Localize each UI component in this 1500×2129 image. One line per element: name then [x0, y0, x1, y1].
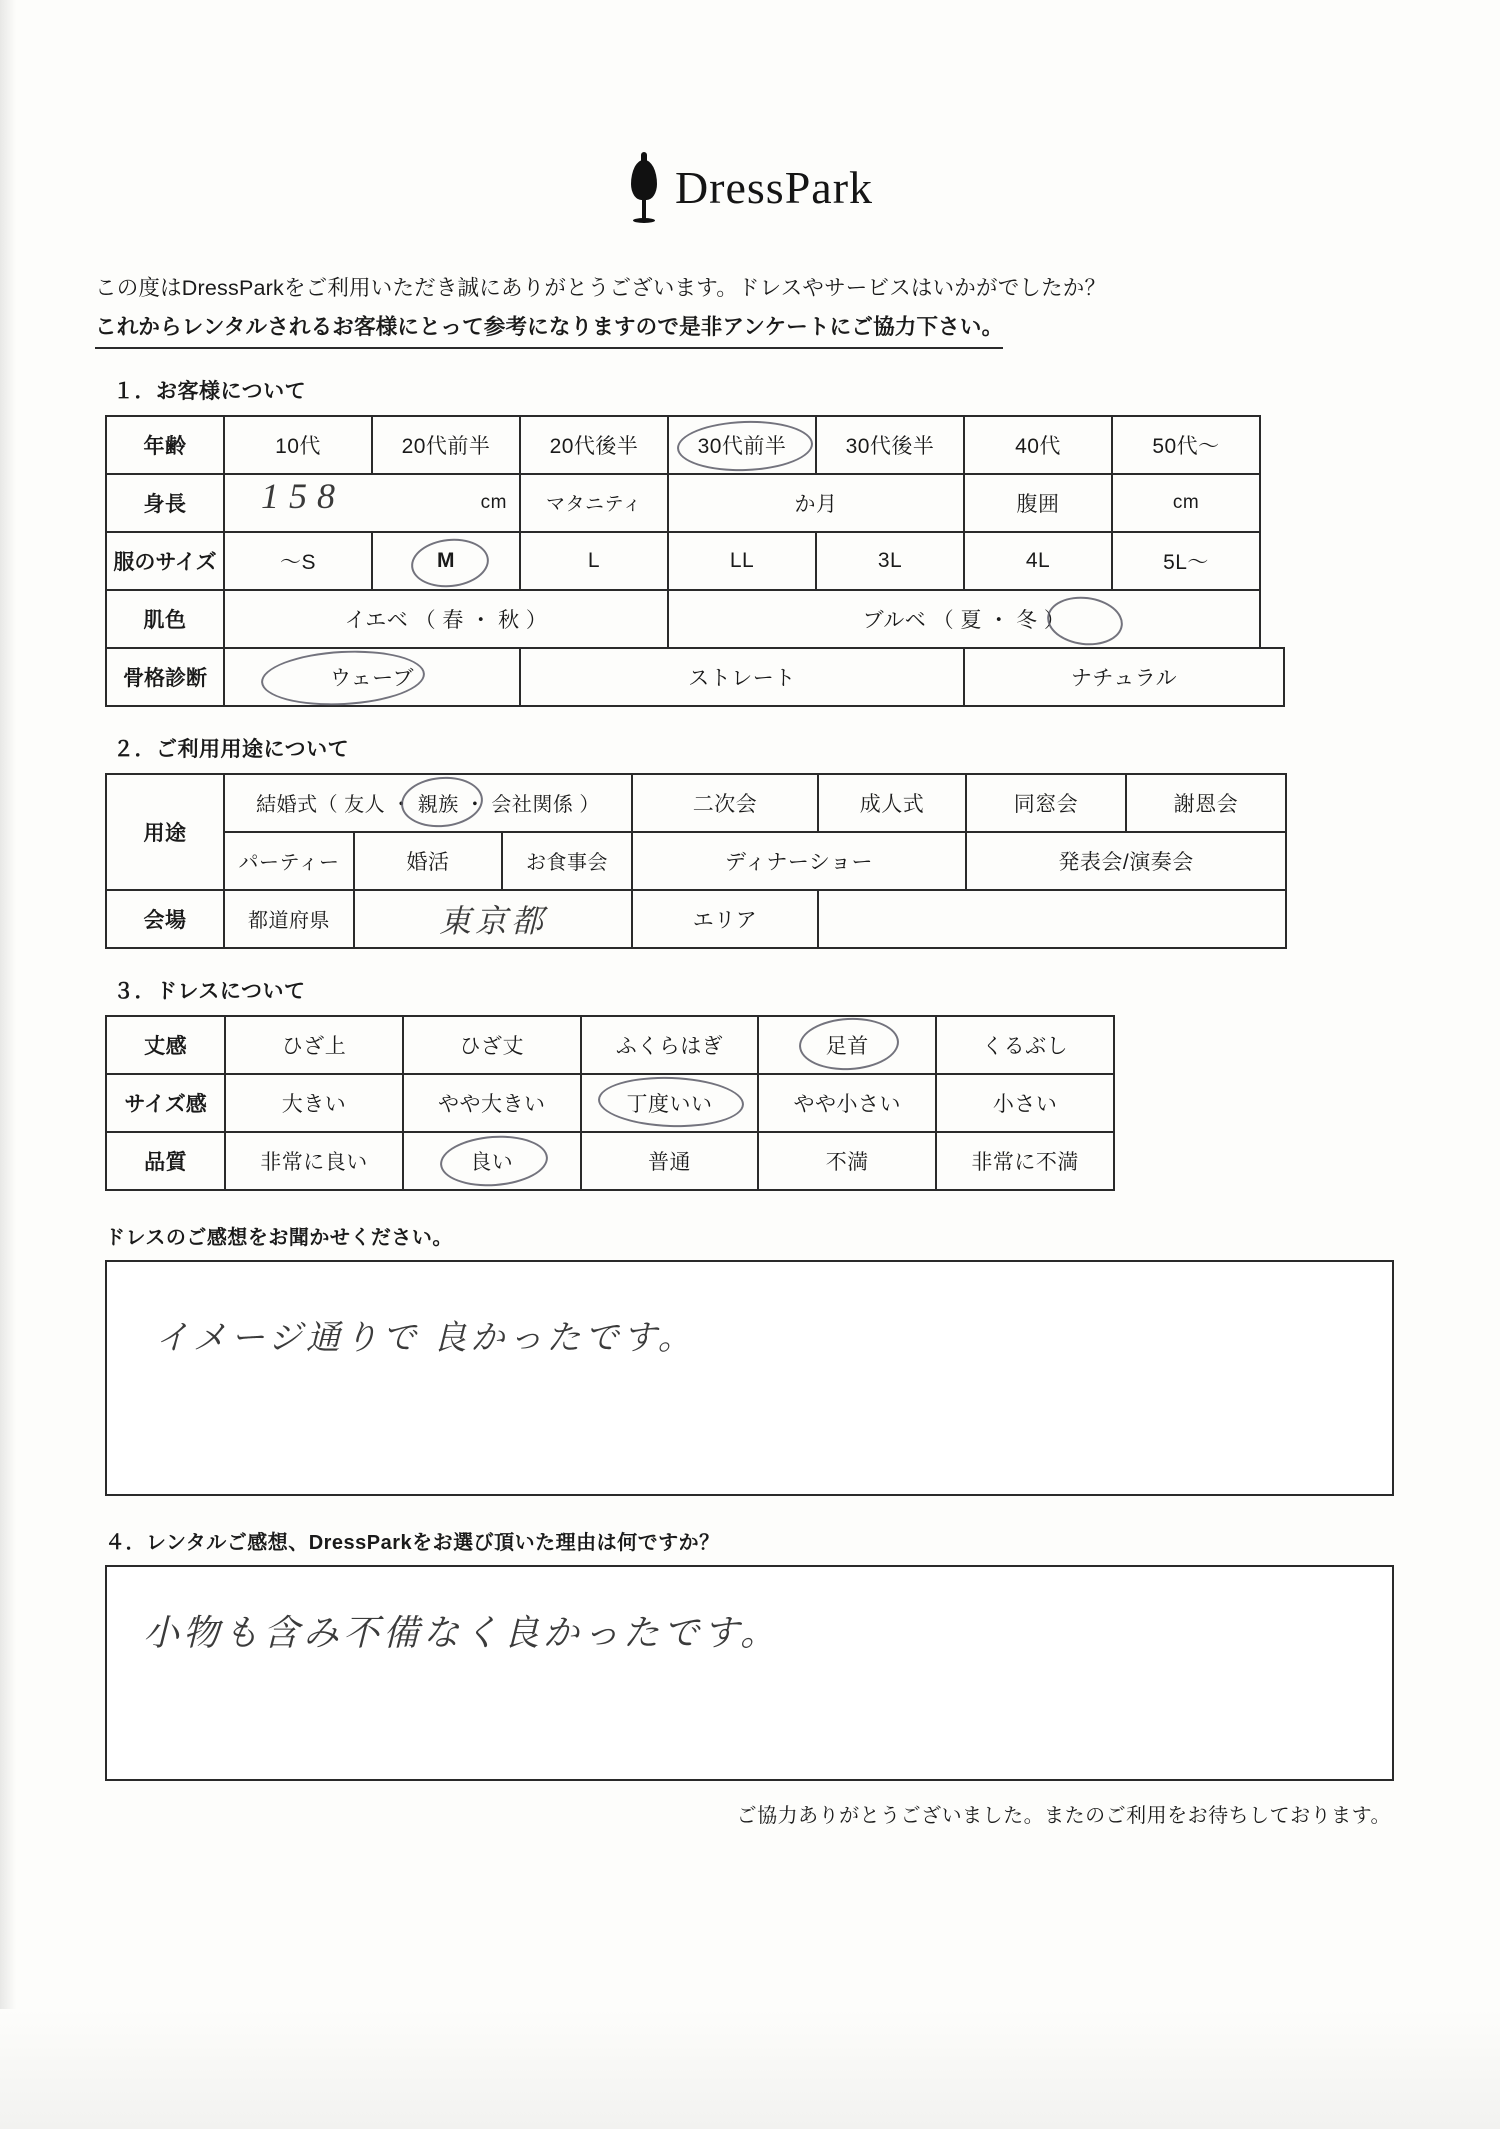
size-option-m[interactable] — [372, 532, 520, 590]
fit-option-small[interactable]: 小さい — [936, 1074, 1114, 1132]
length-option-ankle-label: 足首 — [825, 1034, 869, 1058]
table-row-size — [106, 532, 1284, 590]
size-option-l[interactable]: L — [520, 532, 668, 590]
usage-option-recital[interactable]: 発表会/演奏会 — [966, 832, 1286, 890]
length-option-knee[interactable]: ひざ丈 — [403, 1016, 581, 1074]
row-label-age: 年齢 — [106, 416, 224, 474]
skintone-option-cool-label: ブルベ （ 夏 ・ 冬 ） — [862, 608, 1066, 632]
table-row-usage-2 — [106, 832, 1286, 890]
venue-pref-label: 都道府県 — [224, 890, 354, 948]
quality-option-very-good[interactable]: 非常に良い — [225, 1132, 403, 1190]
age-option-30s-late[interactable]: 30代後半 — [816, 416, 964, 474]
belly-unit[interactable]: cm — [1112, 474, 1260, 532]
size-option-5l[interactable]: 5L～ — [1112, 532, 1260, 590]
row-label-usage: 用途 — [106, 774, 224, 890]
usage-option-konkatsu[interactable]: 婚活 — [354, 832, 502, 890]
quality-option-dissatisfied[interactable]: 不満 — [758, 1132, 936, 1190]
intro-line-2: これからレンタルされるお客様にとって参考になりますので是非アンケートにご協力下さい。 — [95, 311, 1003, 348]
row-label-skintone: 肌色 — [106, 590, 224, 648]
table-row-usage-1 — [106, 774, 1286, 832]
usage-option-reunion[interactable]: 同窓会 — [966, 774, 1126, 832]
quality-option-good[interactable] — [403, 1132, 581, 1190]
customer-table — [105, 415, 1285, 707]
dress-table — [105, 1015, 1115, 1191]
bone-option-straight[interactable]: ストレート — [520, 648, 964, 706]
usage-option-thanksgiving[interactable]: 謝恩会 — [1126, 774, 1286, 832]
answer-box-dress-impression[interactable] — [105, 1260, 1394, 1496]
height-handwritten-value: 158 — [261, 475, 345, 516]
scan-edge — [0, 0, 16, 2129]
intro-block — [95, 272, 1405, 349]
table-row-venue — [106, 890, 1286, 948]
row-label-size: 服のサイズ — [106, 532, 224, 590]
fit-option-slightly-big[interactable]: やや大きい — [403, 1074, 581, 1132]
maternity-months[interactable]: か月 — [668, 474, 964, 532]
usage-option-afterparty[interactable]: 二次会 — [632, 774, 818, 832]
question-label-reason: ４．レンタルご感想、DressParkをお選び頂いた理由は何ですか？ — [105, 1531, 720, 1554]
table-row-height — [106, 474, 1284, 532]
scan-edge-bottom — [0, 2009, 1500, 2129]
venue-area-value[interactable] — [818, 890, 1286, 948]
usage-option-wedding-label: 結婚式（ 友人 ・ 親族 ・ 会社関係 ） — [256, 794, 600, 817]
usage-option-wedding[interactable] — [224, 774, 632, 832]
handwritten-answer-reason: 小物も含み不備なく良かったです。 — [143, 1612, 781, 1653]
venue-area-label: エリア — [632, 890, 818, 948]
handwritten-answer-dress: イメージ通りで 良かったです。 — [155, 1319, 696, 1357]
brand-name: DressPark — [674, 161, 874, 213]
brand-logo — [95, 150, 1405, 224]
quality-option-good-label: 良い — [470, 1150, 514, 1174]
venue-pref-value[interactable] — [354, 890, 632, 948]
venue-pref-handwritten: 東京都 — [439, 902, 548, 939]
age-option-20s-early[interactable]: 20代前半 — [372, 416, 520, 474]
height-unit: cm — [480, 491, 507, 513]
fit-option-big[interactable]: 大きい — [225, 1074, 403, 1132]
table-row-length — [106, 1016, 1114, 1074]
footer-thanks: ご協力ありがとうございました。またのご利用をお待ちしております。 — [736, 1804, 1391, 1827]
fit-option-slightly-small[interactable]: やや小さい — [758, 1074, 936, 1132]
table-row-fit — [106, 1074, 1114, 1132]
age-option-10s[interactable]: 10代 — [224, 416, 372, 474]
row-label-venue: 会場 — [106, 890, 224, 948]
height-value-cell[interactable] — [224, 474, 520, 532]
skintone-option-warm[interactable]: イエベ （ 春 ・ 秋 ） — [224, 590, 668, 648]
section-title-dress: ３．ドレスについて — [113, 979, 306, 1003]
age-option-30s-early-label: 30代前半 — [697, 434, 787, 458]
bone-option-natural[interactable]: ナチュラル — [964, 648, 1284, 706]
bone-option-wave[interactable] — [224, 648, 520, 706]
age-option-20s-late[interactable]: 20代後半 — [520, 416, 668, 474]
row-label-bone: 骨格診断 — [106, 648, 224, 706]
table-row-skintone — [106, 590, 1284, 648]
usage-option-dining[interactable]: お食事会 — [502, 832, 632, 890]
table-row-quality — [106, 1132, 1114, 1190]
belly-label[interactable]: 腹囲 — [964, 474, 1112, 532]
length-option-calf[interactable]: ふくらはぎ — [581, 1016, 759, 1074]
question-label-dress-impression: ドレスのご感想をお聞かせください。 — [105, 1226, 453, 1249]
quality-option-normal[interactable]: 普通 — [581, 1132, 759, 1190]
length-option-ankle[interactable] — [758, 1016, 936, 1074]
survey-content — [95, 150, 1405, 1828]
table-row-age — [106, 416, 1284, 474]
size-option-4l[interactable]: 4L — [964, 532, 1112, 590]
usage-option-dinnershow[interactable]: ディナーショー — [632, 832, 966, 890]
usage-option-coming-of-age[interactable]: 成人式 — [818, 774, 966, 832]
section-title-customer: １．お客様について — [113, 379, 307, 403]
row-label-height: 身長 — [106, 474, 224, 532]
usage-table — [105, 773, 1287, 949]
skintone-option-cool[interactable] — [668, 590, 1260, 648]
fit-option-just-right[interactable] — [581, 1074, 759, 1132]
dress-form-icon — [627, 150, 661, 224]
row-label-quality: 品質 — [106, 1132, 225, 1190]
length-option-above-knee[interactable]: ひざ上 — [225, 1016, 403, 1074]
usage-option-party[interactable]: パーティー — [224, 832, 354, 890]
intro-line-1: この度はDressParkをご利用いただき誠にありがとうございます。ドレスやサービスはいかがでしたか？ — [95, 276, 1107, 300]
row-label-fit: サイズ感 — [106, 1074, 225, 1132]
age-option-30s-early[interactable] — [668, 416, 816, 474]
bone-option-wave-label: ウェーブ — [329, 666, 415, 690]
age-option-40s[interactable]: 40代 — [964, 416, 1112, 474]
age-option-50s[interactable]: 50代～ — [1112, 416, 1260, 474]
section-title-usage: ２．ご利用用途について — [113, 737, 350, 761]
size-option-3l[interactable]: 3L — [816, 532, 964, 590]
row-label-length: 丈感 — [106, 1016, 225, 1074]
size-option-ll[interactable]: LL — [668, 532, 816, 590]
answer-box-reason[interactable] — [105, 1565, 1394, 1781]
maternity-label[interactable]: マタニティ — [520, 474, 668, 532]
fit-option-just-right-label: 丁度いい — [626, 1092, 713, 1116]
length-option-anklebone[interactable]: くるぶし — [936, 1016, 1114, 1074]
size-option-m-label: M — [437, 548, 455, 572]
size-option-s[interactable]: ～S — [224, 532, 372, 590]
table-row-bone — [106, 648, 1284, 706]
quality-option-very-dissatisfied[interactable]: 非常に不満 — [936, 1132, 1114, 1190]
